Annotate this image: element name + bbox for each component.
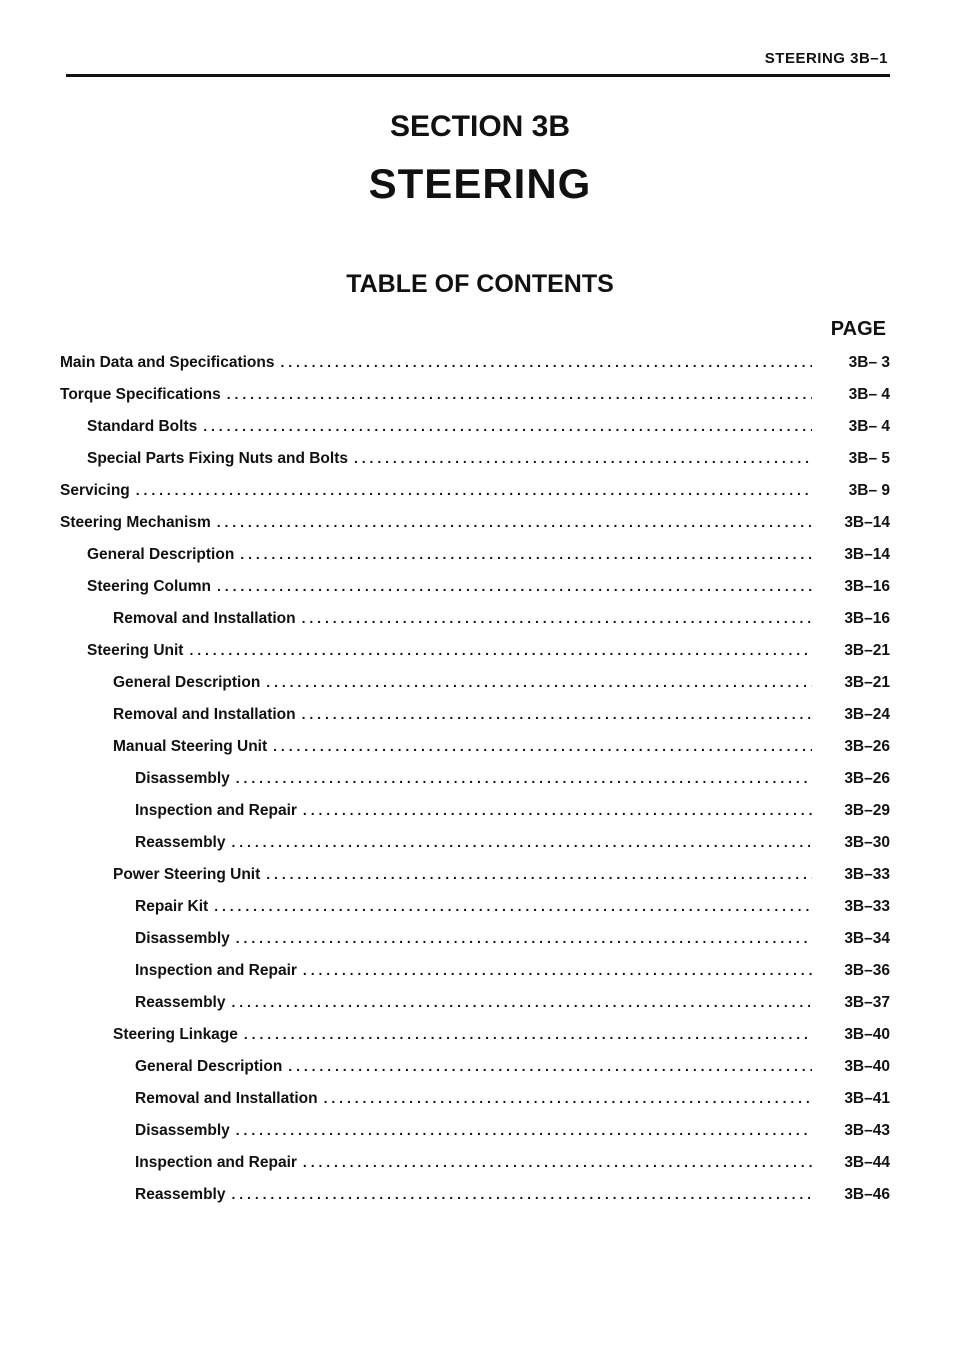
toc-leader-dots [227, 386, 812, 402]
toc-entry-label: Main Data and Specifications [60, 354, 275, 371]
toc-leader-dots [303, 962, 812, 978]
toc-leader-dots [266, 866, 812, 882]
toc-entry-page: 3B–33 [844, 866, 890, 883]
toc-entry-page: 3B–41 [844, 1090, 890, 1107]
toc-entry-label: Reassembly [135, 834, 226, 851]
toc-entry-page: 3B– 4 [848, 386, 890, 403]
toc-entry-page: 3B–24 [844, 706, 890, 723]
toc-entry-label: Removal and Installation [113, 706, 296, 723]
toc-leader-dots [302, 706, 812, 722]
toc-entry-label: Removal and Installation [135, 1090, 318, 1107]
toc-leader-dots [354, 450, 812, 466]
toc-leader-dots [203, 418, 812, 434]
toc-leader-dots [244, 1026, 812, 1042]
toc-entry[interactable] [60, 1186, 890, 1218]
toc-leader-dots [288, 1058, 812, 1074]
toc-entry[interactable] [60, 674, 890, 706]
toc-entry-page: 3B–43 [844, 1122, 890, 1139]
toc-entry[interactable] [60, 578, 890, 610]
toc-entry-label: Steering Unit [87, 642, 184, 659]
toc-entry-label: Manual Steering Unit [113, 738, 268, 755]
toc-leader-dots [217, 514, 812, 530]
toc-entry[interactable] [60, 1026, 890, 1058]
toc-leader-dots [189, 642, 812, 658]
toc-entry-label: Steering Linkage [113, 1026, 238, 1043]
toc-leader-dots [236, 770, 812, 786]
toc-entry[interactable] [60, 866, 890, 898]
toc-entry[interactable] [60, 482, 890, 514]
toc-entry[interactable] [60, 898, 890, 930]
toc-list [60, 354, 890, 1218]
toc-entry[interactable] [60, 1058, 890, 1090]
toc-entry-label: Disassembly [135, 770, 230, 787]
toc-entry-page: 3B–44 [844, 1154, 890, 1171]
toc-entry[interactable] [60, 386, 890, 418]
toc-entry-page: 3B–40 [844, 1058, 890, 1075]
toc-entry-label: Torque Specifications [60, 386, 221, 403]
toc-entry-label: Inspection and Repair [135, 1154, 297, 1171]
toc-entry-page: 3B–34 [844, 930, 890, 947]
toc-entry-page: 3B–29 [844, 802, 890, 819]
toc-entry-label: Disassembly [135, 930, 230, 947]
toc-entry-page: 3B–33 [844, 898, 890, 915]
toc-leader-dots [266, 674, 812, 690]
toc-leader-dots [302, 610, 812, 626]
toc-entry[interactable] [60, 770, 890, 802]
toc-entry-label: Special Parts Fixing Nuts and Bolts [87, 450, 348, 467]
toc-leader-dots [303, 1154, 812, 1170]
toc-entry-page: 3B– 4 [848, 418, 890, 435]
toc-entry-page: 3B–14 [844, 546, 890, 563]
toc-entry[interactable] [60, 706, 890, 738]
page-title: STEERING [368, 160, 592, 207]
toc-entry-page: 3B–30 [844, 834, 890, 851]
toc-leader-dots [214, 898, 812, 914]
toc-entry[interactable] [60, 354, 890, 386]
toc-heading: TABLE OF CONTENTS [346, 270, 614, 298]
toc-entry-label: Steering Column [87, 578, 212, 595]
toc-entry-page: 3B–36 [844, 962, 890, 979]
toc-entry-page: 3B–14 [844, 514, 890, 531]
toc-entry-label: Power Steering Unit [113, 866, 261, 883]
toc-entry-label: Inspection and Repair [135, 962, 297, 979]
toc-entry[interactable] [60, 546, 890, 578]
toc-entry-page: 3B–26 [844, 738, 890, 755]
toc-entry-label: General Description [135, 1058, 283, 1075]
toc-entry-label: Inspection and Repair [135, 802, 297, 819]
toc-entry[interactable] [60, 994, 890, 1026]
toc-leader-dots [273, 738, 812, 754]
toc-entry-page: 3B–16 [844, 610, 890, 627]
toc-leader-dots [217, 578, 812, 594]
toc-leader-dots [231, 1186, 812, 1202]
toc-leader-dots [236, 930, 812, 946]
toc-entry-page: 3B–26 [844, 770, 890, 787]
toc-entry[interactable] [60, 450, 890, 482]
toc-leader-dots [324, 1090, 812, 1106]
toc-entry[interactable] [60, 802, 890, 834]
toc-entry[interactable] [60, 962, 890, 994]
toc-entry[interactable] [60, 930, 890, 962]
toc-entry[interactable] [60, 738, 890, 770]
toc-leader-dots [303, 802, 812, 818]
toc-entry[interactable] [60, 1090, 890, 1122]
toc-entry[interactable] [60, 642, 890, 674]
running-head: STEERING 3B–1 [764, 50, 888, 67]
toc-entry-label: Removal and Installation [113, 610, 296, 627]
toc-entry-label: Standard Bolts [87, 418, 198, 435]
toc-entry[interactable] [60, 610, 890, 642]
toc-entry-label: Repair Kit [135, 898, 209, 915]
toc-entry-page: 3B– 9 [848, 482, 890, 499]
toc-entry-page: 3B–37 [844, 994, 890, 1011]
toc-leader-dots [136, 482, 812, 498]
toc-entry-label: General Description [87, 546, 235, 563]
toc-entry-page: 3B–21 [844, 642, 890, 659]
page-column-heading: PAGE [830, 318, 886, 340]
toc-entry-label: Servicing [60, 482, 130, 499]
section-title: SECTION 3B [389, 110, 571, 143]
toc-entry-page: 3B–21 [844, 674, 890, 691]
toc-entry[interactable] [60, 1122, 890, 1154]
toc-entry-label: Reassembly [135, 994, 226, 1011]
toc-entry-page: 3B– 3 [848, 354, 890, 371]
toc-leader-dots [236, 1122, 812, 1138]
toc-entry-page: 3B–46 [844, 1186, 890, 1203]
toc-entry-label: Disassembly [135, 1122, 230, 1139]
toc-entry[interactable] [60, 418, 890, 450]
toc-entry[interactable] [60, 1154, 890, 1186]
toc-leader-dots [240, 546, 812, 562]
toc-leader-dots [231, 834, 812, 850]
toc-entry-label: General Description [113, 674, 261, 691]
toc-entry-label: Reassembly [135, 1186, 226, 1203]
toc-entry[interactable] [60, 834, 890, 866]
toc-entry[interactable] [60, 514, 890, 546]
header-rule [66, 74, 890, 77]
toc-entry-page: 3B– 5 [848, 450, 890, 467]
toc-entry-label: Steering Mechanism [60, 514, 211, 531]
toc-leader-dots [280, 354, 812, 370]
toc-entry-page: 3B–40 [844, 1026, 890, 1043]
toc-entry-page: 3B–16 [844, 578, 890, 595]
toc-leader-dots [231, 994, 812, 1010]
